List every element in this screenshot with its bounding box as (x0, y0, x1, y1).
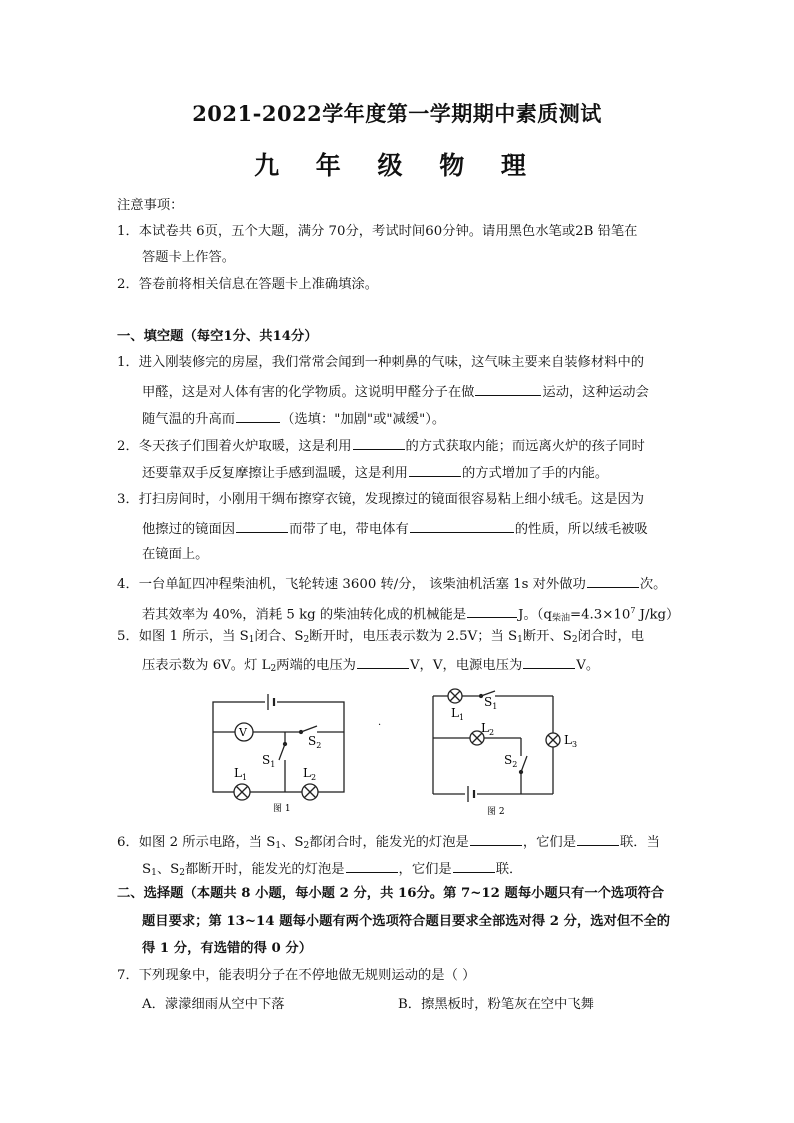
q7-option-b[interactable]: B．擦黑板时，粉笔灰在空中飞舞 (398, 997, 594, 1012)
q6-line1: 6．如图 2 所示电路，当 $S_1$、$S_2$都闭合时，能发光的灯泡是 ，它们是 联．当 (117, 831, 660, 856)
q6-blank-3[interactable] (346, 858, 398, 873)
q4-blank-1[interactable] (587, 573, 639, 588)
fig2-label-l1: $L_1$ (451, 706, 465, 722)
q4-line2: 若其效率为 40%，消耗 5 kg 的柴油转化成的机械能是 J。（$q_{柴油}=4.3\times 10^7$ J/kg） (142, 601, 679, 628)
fig1-label-s2: $S_2$ (308, 734, 322, 750)
q5-blank-1[interactable] (357, 654, 409, 669)
q5-line1: 5．如图 1 所示，当 $S_1$闭合、$S_2$断开时，电压表示数为 2.5V；当 $S_1$断开、$S_2$闭合时，电 (117, 629, 645, 645)
q3-line1: 3．打扫房间时，小刚用干绸布擦穿衣镜，发现擦过的镜面很容易粘上细小绒毛。这是因为 (117, 492, 645, 507)
q5-line2: 压表示数为 6V。灯 $L_2$两端的电压为 V，V，电源电压为 V。 (142, 654, 599, 679)
fig2-label-l2: $L_2$ (481, 721, 495, 737)
q3-line3: 在镜面上。 (142, 547, 209, 562)
exam-title: 2021-2022学年度第一学期期中素质测试 (192, 101, 602, 126)
stray-dot: · (378, 720, 382, 731)
fig2-caption: 图 2 (487, 807, 505, 817)
fig1-label-l2: $L_2$ (303, 766, 317, 782)
q2-blank-1[interactable] (353, 435, 405, 450)
section2-heading-2: 题目要求；第 13~14 题每小题有两个选项符合题目要求全部选对得 2 分，选对但不全的 (142, 914, 671, 929)
figure-1-circuit (205, 688, 355, 818)
q2-line1: 2．冬天孩子们围着火炉取暖，这是利用 的方式获取内能；而远离火炉的孩子同时 (117, 435, 645, 457)
q2-line2: 还要靠双手反复摩擦让手感到温暖，这是利用 的方式增加了手的内能。 (142, 462, 608, 484)
q3-blank-2[interactable] (410, 518, 514, 533)
q4-line1: 4．一台单缸四冲程柴油机，飞轮转速 3600 转/分， 该柴油机活塞 1s 对外做功 次。 (117, 573, 666, 595)
notice-item-1-cont: 答题卡上作答。 (142, 250, 236, 265)
q1-blank-1[interactable] (475, 381, 541, 396)
section2-heading-3: 得 1 分，有选错的得 0 分） (142, 941, 312, 956)
fig1-caption: 图 1 (273, 804, 291, 814)
fig2-label-l3: $L_3$ (564, 733, 578, 749)
section2-heading-1: 二、选择题（本题共 8 小题，每小题 2 分，共 16分。第 7~12 题每小题只有一个选项符合 (117, 886, 665, 901)
fig1-label-v: V (239, 726, 247, 739)
notice-item-2: 2．答卷前将相关信息在答题卡上准确填涂。 (117, 277, 379, 292)
section1-heading: 一、填空题（每空1分、共14分） (117, 329, 318, 344)
q3-line2: 他擦过的镜面因 而带了电，带电体有 的性质，所以绒毛被吸 (142, 518, 648, 540)
fig1-wire-frame (213, 702, 344, 792)
q1-line2: 甲醛，这是对人体有害的化学物质。这说明甲醛分子在做 运动，这种运动会 (142, 381, 649, 403)
q6-line2: $S_1$、$S_2$都断开时，能发光的灯泡是 ，它们是 联． (142, 858, 522, 883)
fig1-label-l1: $L_1$ (234, 766, 248, 782)
q1-blank-2[interactable] (236, 408, 280, 423)
q6-blank-1[interactable] (470, 831, 522, 846)
subject-title: 九 年 级 物 理 (254, 151, 540, 180)
fig2-label-s2: $S_2$ (504, 753, 518, 769)
q7-option-a[interactable]: A．濛濛细雨从空中下落 (142, 997, 285, 1012)
notice-item-1: 1．本试卷共 6页，五个大题，满分 70分，考试时间60分钟。请用黑色水笔或2B 铅笔在 (117, 224, 638, 239)
q7-stem: 7．下列现象中，能表明分子在不停地做无规则运动的是（ ） (117, 968, 476, 983)
fig1-label-s1: $S_1$ (262, 753, 276, 769)
q3-blank-1[interactable] (236, 518, 288, 533)
notice-heading: 注意事项： (117, 198, 184, 213)
q2-blank-2[interactable] (409, 462, 461, 477)
figure-2-circuit (425, 684, 595, 822)
q1-line1: 1．进入刚装修完的房屋，我们常常会闻到一种刺鼻的气味，这气味主要来自装修材料中的 (117, 355, 645, 370)
fig2-label-s1: $S_1$ (484, 695, 498, 711)
q6-blank-2[interactable] (577, 831, 619, 846)
q5-blank-2[interactable] (523, 654, 575, 669)
q6-blank-4[interactable] (453, 858, 495, 873)
q1-line3: 随气温的升高而 （选填："加剧"或"减缓"）。 (142, 408, 445, 430)
q4-blank-2[interactable] (467, 603, 517, 618)
